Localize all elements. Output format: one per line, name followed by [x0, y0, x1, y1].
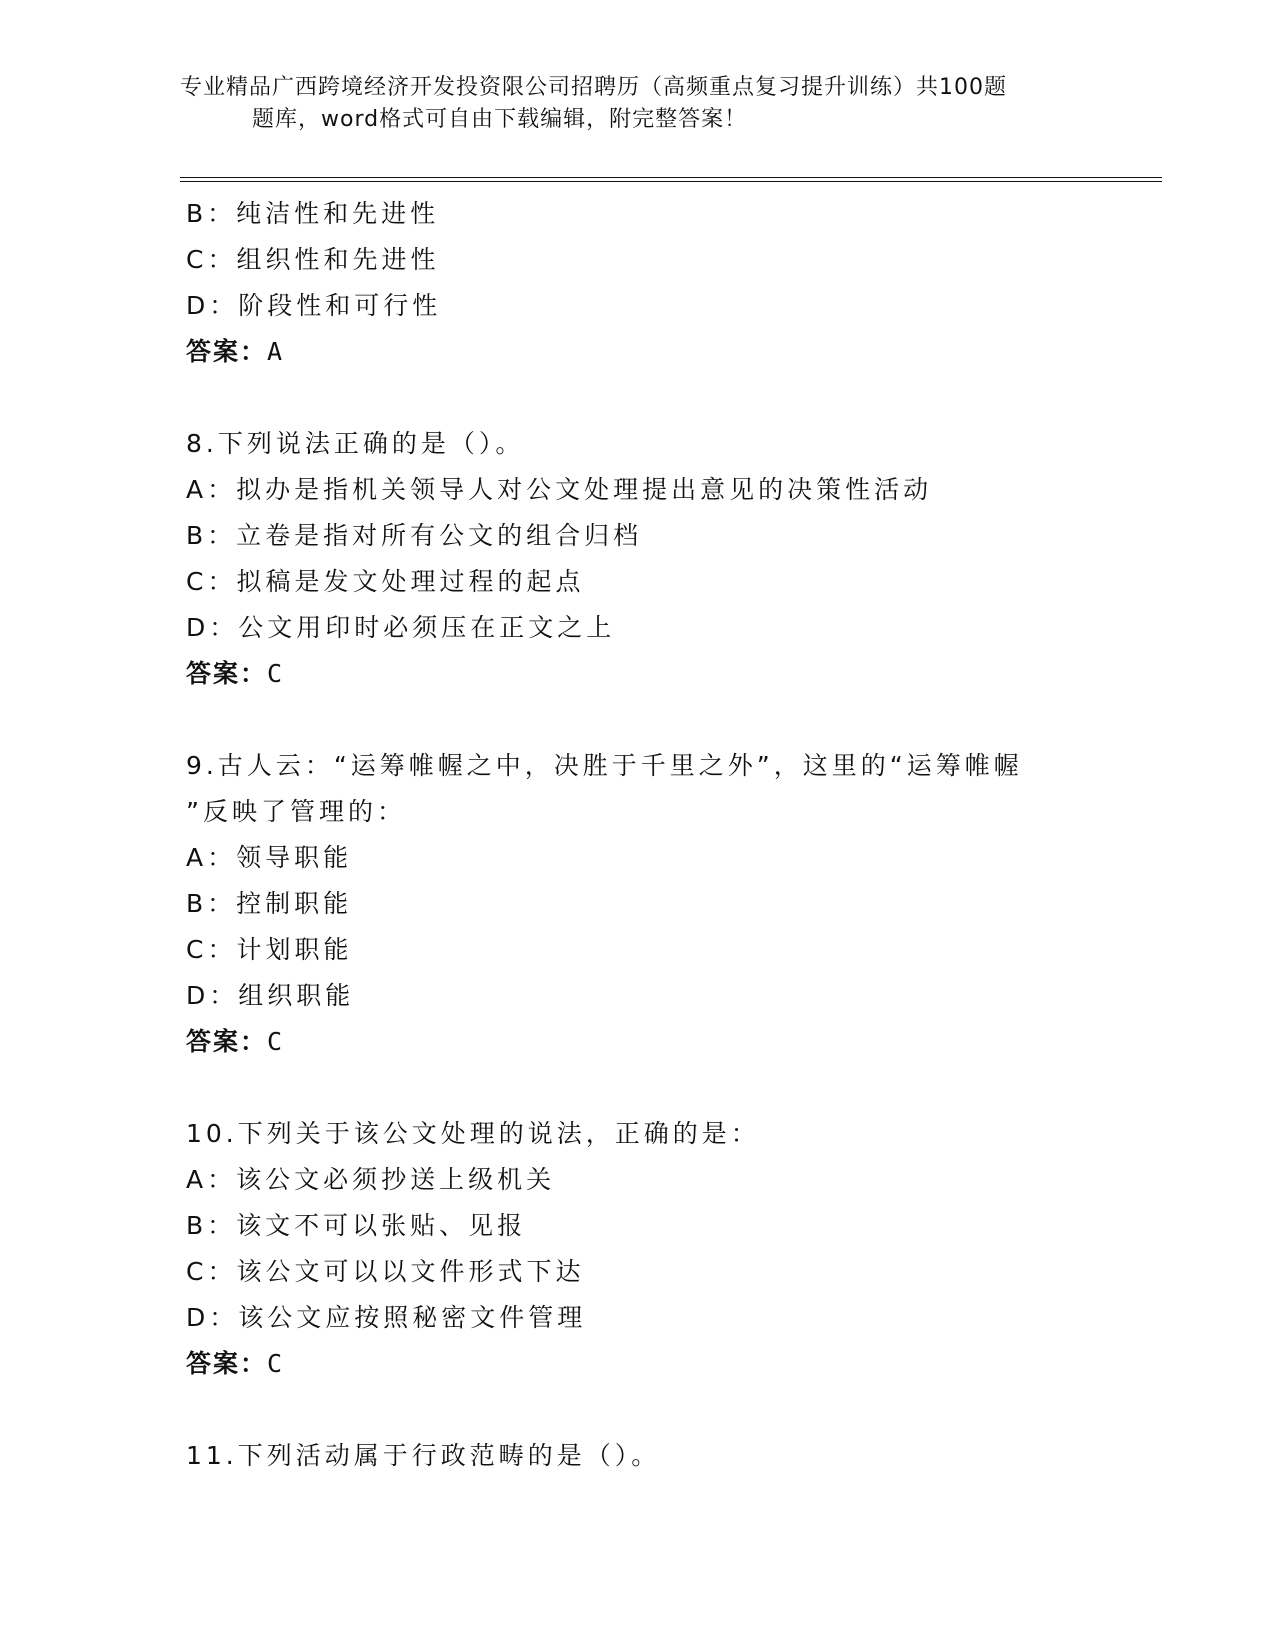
question-text: 11.下列活动属于行政范畴的是（）。	[186, 1441, 661, 1470]
option-b: B：控制职能	[186, 889, 353, 918]
option-c: C：计划职能	[186, 935, 353, 964]
option-c: C：拟稿是发文处理过程的起点	[186, 567, 585, 596]
question-text-line1: 9.古人云：“运筹帷幄之中，决胜于千里之外”，这里的“运筹帷幄	[186, 751, 1023, 780]
answer-line	[186, 651, 1146, 697]
question-text-line2: ”反映了管理的：	[186, 797, 406, 826]
option-d: D：阶段性和可行性	[186, 291, 442, 320]
answer-value: C	[267, 1027, 285, 1056]
option-a: A：拟办是指机关领导人对公文处理提出意见的决策性活动	[186, 475, 933, 504]
answer-label: 答案：	[186, 1349, 268, 1378]
answer-label: 答案：	[186, 337, 268, 366]
spacer	[186, 697, 1146, 743]
option-d: D：组织职能	[186, 981, 355, 1010]
option-a: A：领导职能	[186, 843, 353, 872]
option-c: C：该公文可以以文件形式下达	[186, 1257, 585, 1286]
header-divider-bottom	[180, 181, 1162, 182]
option-c: C：组织性和先进性	[186, 245, 440, 274]
option-a: A：该公文必须抄送上级机关	[186, 1165, 556, 1194]
answer-value: C	[267, 1349, 285, 1378]
answer-line	[186, 1019, 1146, 1065]
header-divider-top	[180, 177, 1162, 178]
question-text: 8.下列说法正确的是（）。	[186, 429, 525, 458]
option-b: B：立卷是指对所有公文的组合归档	[186, 521, 643, 550]
answer-value: C	[267, 659, 285, 688]
option-d: D：该公文应按照秘密文件管理	[186, 1303, 587, 1332]
spacer	[186, 1387, 1146, 1433]
question-text: 10.下列关于该公文处理的说法，正确的是：	[186, 1119, 760, 1148]
option-d: D：公文用印时必须压在正文之上	[186, 613, 616, 642]
question-content	[186, 191, 1146, 1479]
answer-value: A	[267, 337, 285, 366]
option-b: B：纯洁性和先进性	[186, 199, 440, 228]
answer-line	[186, 329, 1146, 375]
answer-label: 答案：	[186, 1027, 268, 1056]
option-b: B：该文不可以张贴、见报	[186, 1211, 527, 1240]
spacer	[186, 375, 1146, 421]
header-title-line2: 题库，word格式可自由下载编辑，附完整答案！	[252, 107, 748, 132]
document-header	[180, 72, 1100, 136]
header-title-line1: 专业精品广西跨境经济开发投资限公司招聘历（高频重点复习提升训练）共100题	[180, 75, 1007, 100]
spacer	[186, 1065, 1146, 1111]
answer-line	[186, 1341, 1146, 1387]
answer-label: 答案：	[186, 659, 268, 688]
